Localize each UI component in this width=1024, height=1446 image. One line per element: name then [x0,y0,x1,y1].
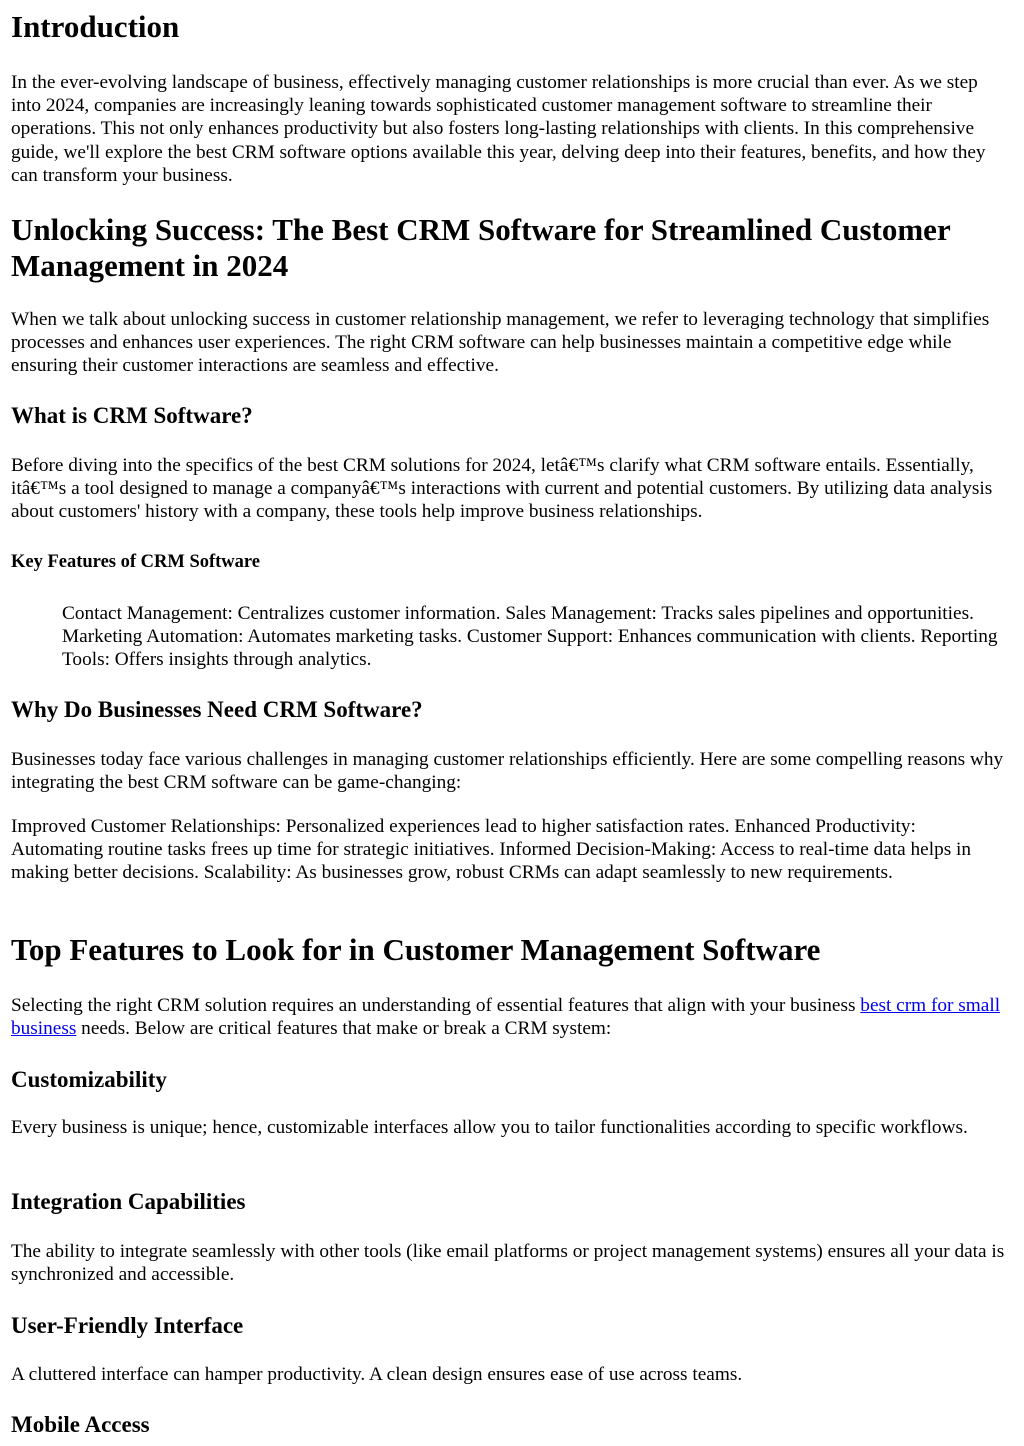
key-features-quote: Contact Management: Centralizes customer information. Sales Management: Tracks sales pipelines and opportunities. Marketing Automation: Automates marketing tasks. Customer Support: Enhances communication with clients. Reporting Tools: Offers insights through analytics. [62,603,998,671]
mobile-access-heading: Mobile Access [11,1412,150,1437]
unlocking-heading: Unlocking Success: The Best CRM Software for Streamlined Customer Management in 2024 [11,212,951,283]
top-features-text-after: needs. Below are critical features that make or break a CRM system: [76,1018,612,1040]
unlocking-paragraph: When we talk about unlocking success in customer relationship management, we refer to leveraging technology that simplifies processes and enhances user experiences. The right CRM software can help businesses maintain a competitive edge while ensuring their customer interactions are seamless and effective. [11,309,990,377]
integration-heading: Integration Capabilities [11,1189,246,1214]
reasons-paragraph: Improved Customer Relationships: Personalized experiences lead to higher satisfaction rates. Enhanced Productivity: Automating routine tasks frees up time for strategic initiatives. Informed Decision-Making: Access to real-time data helps in making better decisions. Scalability: As businesses grow, robust CRMs can adapt seamlessly to new requirements. [11,816,972,884]
intro-heading: Introduction [11,9,180,44]
key-features-heading: Key Features of CRM Software [11,552,261,572]
top-features-paragraph [11,994,1011,1040]
intro-paragraph: In the ever-evolving landscape of business, effectively managing customer relationships is more crucial than ever. As we step into 2024, companies are increasingly leaning towards sophisticated customer management software to streamline their operations. This not only enhances productivity but also fosters long-lasting relationships with clients. In this comprehensive guide, we'll explore the best CRM software options available this year, delving deep into their features, benefits, and how they can transform your business. [11,72,986,186]
integration-paragraph: The ability to integrate seamlessly with other tools (like email platforms or project management systems) ensures all your data is synchronized and accessible. [11,1241,1005,1286]
best-crm-link[interactable]: best crm for small business [11,995,1001,1040]
user-friendly-heading: User-Friendly Interface [11,1313,244,1338]
customizability-paragraph: Every business is unique; hence, customizable interfaces allow you to tailor functionalities according to specific workflows. [11,1117,968,1138]
customizability-heading: Customizability [11,1067,167,1092]
top-features-heading: Top Features to Look for in Customer Management Software [11,932,821,967]
what-is-heading: What is CRM Software? [11,403,253,428]
why-heading: Why Do Businesses Need CRM Software? [11,697,423,722]
what-is-paragraph: Before diving into the specifics of the best CRM solutions for 2024, letâ€™s clarify what CRM software entails. Essentially, itâ€™s a tool designed to manage a companyâ€™s interactions with current and potential customers. By utilizing data analysis about customers' history with a company, these tools help improve business relationships. [11,455,993,523]
user-friendly-paragraph: A cluttered interface can hamper productivity. A clean design ensures ease of use across teams. [11,1364,743,1385]
top-features-text-before: Selecting the right CRM solution requires an understanding of essential features that align with your business [11,995,861,1016]
why-paragraph: Businesses today face various challenges in managing customer relationships efficiently. Here are some compelling reasons why integrating the best CRM software can be game-changing: [11,749,1004,794]
